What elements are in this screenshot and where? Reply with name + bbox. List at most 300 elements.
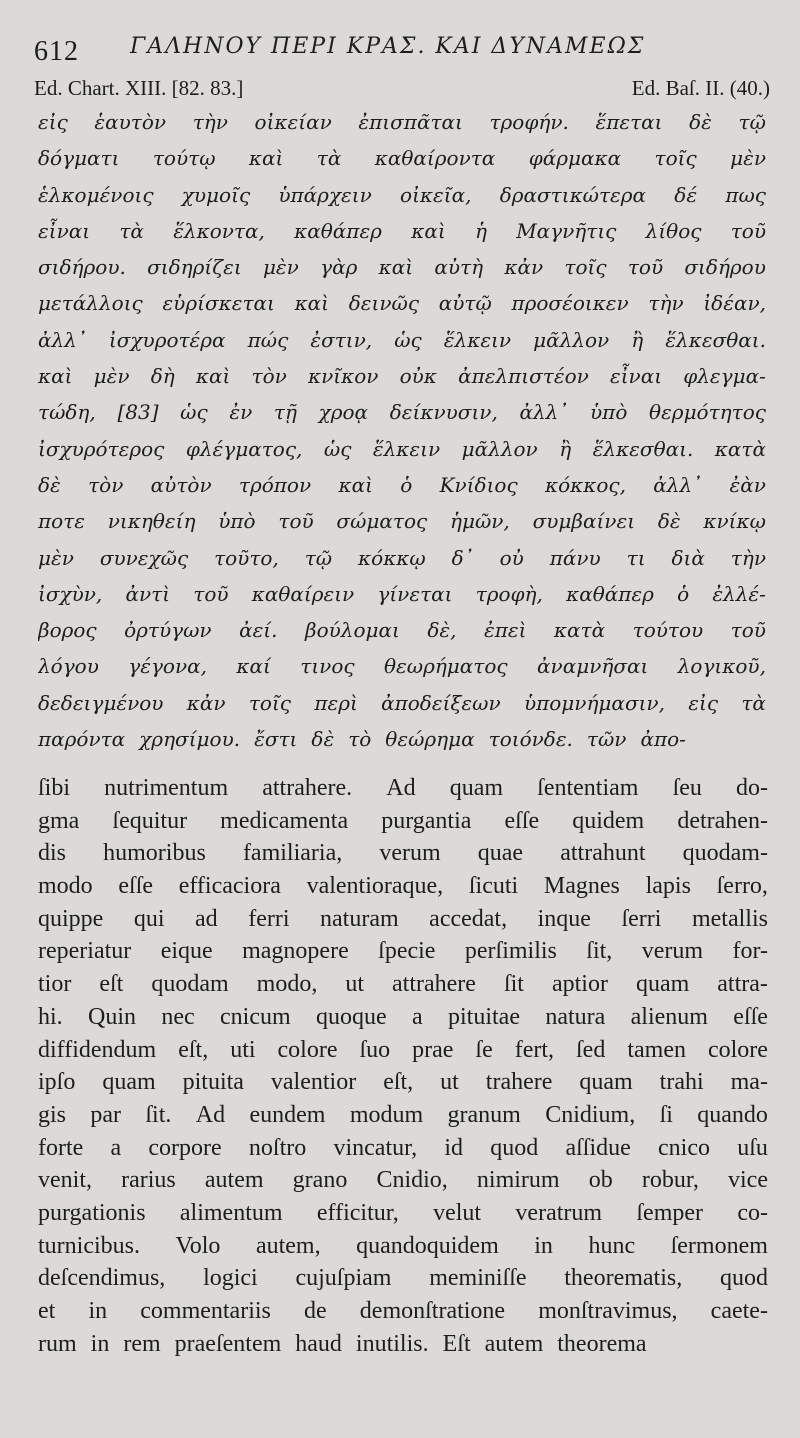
word: attrahunt — [560, 840, 646, 867]
word: quando — [697, 1101, 768, 1128]
word: cnico — [658, 1134, 710, 1161]
word: ſit, — [586, 938, 613, 965]
word: ὁ — [677, 581, 690, 606]
word: quodam- — [682, 840, 768, 867]
word: κνίκῳ — [703, 509, 766, 534]
word: grano — [292, 1167, 348, 1194]
word: ἕλκοντα, — [173, 218, 265, 243]
word: magnopere — [242, 938, 349, 965]
word: nimirum — [476, 1167, 560, 1194]
word: purgantia — [381, 807, 472, 834]
latin-text-line — [38, 1328, 768, 1361]
word: quod — [490, 1134, 539, 1161]
word: modum — [349, 1101, 424, 1128]
word: Volo — [175, 1232, 221, 1259]
greek-text-line — [38, 104, 766, 140]
word: naturam — [320, 905, 399, 932]
word: Cnidium, — [545, 1101, 636, 1128]
word: familiaria, — [242, 840, 343, 867]
word: in — [90, 1330, 110, 1357]
word: συνεχῶς — [99, 545, 189, 570]
word: τοιόνδε. — [488, 727, 573, 752]
word: tamen — [627, 1036, 686, 1063]
word: γὰρ — [320, 255, 358, 280]
word: quod — [719, 1265, 768, 1292]
word: haud — [295, 1330, 342, 1357]
greek-text-line — [38, 540, 766, 576]
word: ἀναμνῆσαι — [537, 654, 649, 679]
word: fert, — [514, 1036, 555, 1063]
greek-text-line — [38, 394, 766, 430]
word: a — [110, 1134, 122, 1161]
word: inque — [537, 905, 591, 932]
word: μᾶλλον — [533, 327, 610, 352]
word: vincatur, — [333, 1134, 418, 1161]
latin-text-line — [38, 1132, 768, 1165]
word: cnicum — [220, 1003, 291, 1030]
word: τοῦ — [278, 509, 314, 534]
word: ſi — [659, 1101, 673, 1128]
word: αὐτὸν — [150, 472, 212, 497]
word: ἡμῶν, — [449, 509, 510, 534]
word: τι — [626, 545, 646, 570]
word: rarius — [121, 1167, 176, 1194]
word: nec — [161, 1003, 195, 1030]
latin-text-line — [38, 968, 768, 1001]
word: humoribus — [103, 840, 206, 867]
word: noſtro — [248, 1134, 307, 1161]
word: καὶ — [38, 364, 73, 389]
word: κατὰ — [553, 618, 606, 643]
word: pituita — [182, 1069, 244, 1096]
word: κόκκος, — [544, 472, 626, 497]
word: ἕλκειν — [372, 436, 441, 461]
word: attrahere. — [262, 775, 353, 801]
word: ἐπεὶ — [483, 618, 527, 643]
word: δὲ, — [427, 618, 457, 643]
latin-text-line — [38, 1230, 768, 1263]
word: ſequitur — [112, 807, 188, 834]
word: οὐκ — [399, 364, 437, 389]
edition-basel-reference: Ed. Baſ. II. (40.) — [631, 76, 770, 100]
greek-text-line — [38, 358, 766, 394]
word: ſermonem — [670, 1232, 768, 1259]
word: ἀπο- — [640, 727, 686, 752]
word: ἕπεται — [595, 110, 663, 134]
edition-references — [34, 76, 770, 106]
word: metallis — [691, 905, 768, 932]
word: τοῦ — [627, 255, 664, 280]
latin-text-block — [38, 772, 768, 1360]
word: δ᾽ — [451, 545, 474, 570]
greek-text-line — [38, 285, 766, 321]
word: ἀλλ᾽ — [519, 400, 569, 425]
word: rem — [123, 1330, 161, 1357]
word: τροφήν. — [489, 110, 569, 134]
word: μὲν — [38, 545, 74, 570]
word: ſemper — [636, 1199, 704, 1226]
word: Κνίδιος — [439, 472, 518, 497]
word: quippe — [38, 905, 104, 932]
word: κατὰ — [714, 436, 766, 461]
word: attra- — [717, 971, 768, 998]
word: εἰς — [688, 690, 719, 715]
word: venit, — [38, 1167, 92, 1194]
word: ſicuti — [468, 873, 519, 900]
word: Eſt — [442, 1330, 471, 1357]
word: quae — [477, 840, 524, 867]
word: inutilis. — [355, 1330, 429, 1357]
greek-text-line — [38, 140, 766, 176]
word: ἐλλέ- — [712, 581, 766, 606]
word: σιδηρίζει — [147, 255, 242, 280]
word: πώς — [247, 327, 289, 352]
greek-text-line — [38, 431, 766, 467]
word: τὴν — [730, 545, 766, 570]
word: vice — [728, 1167, 768, 1194]
word: prae — [412, 1036, 454, 1063]
greek-text-line — [38, 503, 766, 539]
word: δραστικώτερα — [499, 182, 647, 207]
word: cujuſpiam — [295, 1265, 392, 1292]
word: do- — [736, 775, 768, 801]
word: gma — [38, 807, 80, 834]
word: hi. — [38, 1003, 63, 1030]
word: τὸν — [251, 364, 287, 389]
edition-chartier-reference: Ed. Chart. XIII. [82. 83.] — [34, 76, 244, 100]
word: theorema — [557, 1330, 647, 1357]
word: ποτε — [38, 509, 85, 534]
word: ſerri — [621, 905, 662, 932]
word: τὰ — [741, 690, 766, 715]
word: modo, — [256, 971, 318, 998]
word: μᾶλλον — [461, 436, 538, 461]
word: Μαγνῆτις — [516, 218, 617, 243]
word: αὐτῷ — [438, 291, 492, 316]
word: lapis — [645, 873, 691, 900]
word: λογικοῦ, — [677, 654, 766, 679]
word: ἀπελπιστέον — [458, 364, 589, 389]
word: τοῦ — [730, 218, 766, 243]
word: alimentum — [179, 1199, 283, 1226]
word: caete- — [710, 1298, 768, 1324]
word: modo — [38, 873, 93, 900]
word: ἐστιν, — [310, 327, 373, 352]
word: pituitae — [448, 1003, 520, 1030]
word: gis — [38, 1101, 67, 1128]
word: ἀντὶ — [125, 581, 171, 606]
word: ſed — [576, 1036, 606, 1063]
word: βούλομαι — [305, 618, 400, 643]
latin-text-line — [38, 1066, 768, 1099]
greek-text-line — [38, 322, 766, 358]
word: Magnes — [543, 873, 620, 900]
greek-text-line — [38, 648, 766, 684]
word: hunc — [588, 1232, 636, 1259]
word: δὲ — [689, 110, 712, 134]
word: τῷ — [304, 545, 333, 570]
word: ſpecie — [378, 938, 436, 965]
word: eſt, — [383, 1069, 414, 1096]
word: ἐν — [229, 400, 253, 425]
word: καθαίροντα — [374, 146, 496, 171]
word: eique — [160, 938, 213, 965]
greek-text-line — [38, 721, 766, 757]
word: efficitur, — [316, 1199, 399, 1226]
word: παρόντα — [38, 727, 126, 752]
word: dis — [38, 840, 67, 867]
word: detrahen- — [677, 807, 768, 834]
word: δεδειγμένου — [38, 690, 164, 715]
word: quam — [102, 1069, 156, 1096]
word: τινος — [300, 654, 355, 679]
greek-text-line — [38, 612, 766, 648]
greek-text-line — [38, 177, 766, 213]
word: τοῖς — [248, 690, 291, 715]
word: δὲ — [311, 727, 335, 752]
word: μὲν — [262, 255, 299, 280]
word: τοῦτο, — [214, 545, 279, 570]
word: praeſentem — [174, 1330, 282, 1357]
word: τὴν — [648, 291, 684, 316]
word: ἀποδείξεων — [381, 690, 501, 715]
word: quidem — [572, 807, 645, 834]
latin-text-line — [38, 1164, 768, 1197]
word: ἐπισπᾶται — [358, 110, 463, 134]
word: κνῖκον — [307, 364, 379, 389]
word: quam — [579, 1069, 633, 1096]
word: ὑπὸ — [590, 400, 628, 425]
word: ipſo — [38, 1069, 76, 1096]
word: alienum — [630, 1003, 708, 1030]
word: ſit. — [145, 1101, 172, 1128]
word: κἀν — [504, 255, 544, 280]
word: δὴ — [150, 364, 175, 389]
word: ἕλκειν — [443, 327, 512, 352]
word: ὡς — [180, 400, 208, 425]
word: logici — [203, 1265, 258, 1292]
word: ſuo — [359, 1036, 391, 1063]
word: colore — [277, 1036, 338, 1063]
word: τοῖς — [564, 255, 607, 280]
word: accedat, — [429, 905, 508, 932]
word: δὲ — [38, 472, 61, 497]
word: [83] — [117, 400, 159, 425]
running-title: ΓΑΛΗΝΟΥ ΠΕΡΙ ΚΡΑΣ. ΚΑΙ ΔΥΝΑΜΕΩΣ — [130, 34, 646, 59]
word: eſſe — [504, 807, 540, 834]
word: καὶ — [195, 364, 231, 389]
word: trahi — [659, 1069, 704, 1096]
word: ἀλλ᾽ — [653, 472, 703, 497]
word: ἰσχυροτέρα — [108, 327, 226, 352]
word: corpore — [148, 1134, 222, 1161]
word: eſſe — [118, 873, 154, 900]
word: et — [38, 1298, 56, 1324]
word: εἶναι — [38, 218, 91, 243]
word: τρόπον — [238, 472, 312, 497]
latin-text-line — [38, 1034, 768, 1067]
latin-text-line — [38, 903, 768, 936]
word: καὶ — [378, 255, 414, 280]
word: in — [88, 1298, 108, 1324]
word: co- — [737, 1199, 768, 1226]
word: autem — [204, 1167, 264, 1194]
word: κἀν — [186, 690, 226, 715]
word: valentior — [270, 1069, 357, 1096]
word: ὑπομνήμασιν, — [523, 690, 665, 715]
word: ὑπάρχειν — [278, 182, 372, 207]
word: ad — [195, 905, 218, 932]
word: τὸν — [88, 472, 124, 497]
word: φλέγματος, — [185, 436, 303, 461]
word: forte — [38, 1134, 84, 1161]
latin-text-line — [38, 1262, 768, 1295]
word: uti — [230, 1036, 256, 1063]
page-header — [34, 30, 774, 70]
word: ferri — [248, 905, 290, 932]
word: ὡς — [323, 436, 352, 461]
word: τοῦ — [730, 618, 766, 643]
latin-text-line — [38, 1197, 768, 1230]
greek-text-line — [38, 249, 766, 285]
word: τοῦ — [193, 581, 229, 606]
word: theorematis, — [564, 1265, 683, 1292]
word: ob — [588, 1167, 613, 1194]
word: καθάπερ — [566, 581, 654, 606]
word: efficaciora — [178, 873, 281, 900]
word: εὑρίσκεται — [162, 291, 275, 316]
word: σιδήρου — [684, 255, 766, 280]
word: rum — [38, 1330, 77, 1357]
word: βορος — [38, 618, 97, 643]
word: robur, — [641, 1167, 699, 1194]
word: σιδήρου. — [38, 255, 126, 280]
word: commentariis — [140, 1298, 271, 1324]
word: ἐὰν — [729, 472, 766, 497]
word: medicamenta — [220, 807, 349, 834]
word: ἢ — [559, 436, 572, 461]
word: purgationis — [38, 1199, 146, 1226]
word: τὰ — [316, 146, 342, 171]
word: Ad — [386, 775, 416, 801]
word: eſſe — [733, 1003, 768, 1030]
word: aptior — [551, 971, 608, 998]
word: nutrimentum — [104, 775, 229, 801]
word: eſt, — [178, 1036, 209, 1063]
word: φάρμακα — [528, 146, 622, 171]
word: deſcendimus, — [38, 1265, 166, 1292]
word: τροφὴ, — [475, 581, 543, 606]
word: μὲν — [93, 364, 130, 389]
word: autem, — [255, 1232, 321, 1259]
word: σώματος — [336, 509, 428, 534]
word: id — [444, 1134, 464, 1161]
word: Cnidio, — [376, 1167, 448, 1194]
word: ſententiam — [537, 775, 639, 801]
word: καθαίρειν — [251, 581, 355, 606]
word: χρησίμου. — [139, 727, 241, 752]
word: γίνεται — [377, 581, 453, 606]
word: τούτῳ — [152, 146, 216, 171]
word: γέγονα, — [128, 654, 207, 679]
word: tior — [38, 971, 72, 998]
greek-text-line — [38, 213, 766, 249]
word: δέ — [674, 182, 698, 207]
word: εἶναι — [609, 364, 663, 389]
word: λίθος — [645, 218, 702, 243]
word: turnicibus. — [38, 1232, 140, 1259]
word: eſt — [99, 971, 124, 998]
word: τῇ — [273, 400, 297, 425]
word: colore — [707, 1036, 768, 1063]
word: τώδη, — [38, 400, 96, 425]
word: καί — [236, 654, 271, 679]
word: δείκνυσιν, — [389, 400, 498, 425]
word: verum — [379, 840, 441, 867]
word: ὀρτύγων — [124, 618, 212, 643]
latin-text-line — [38, 1001, 768, 1034]
word: ſe — [475, 1036, 493, 1063]
word: καθάπερ — [294, 218, 382, 243]
word: περὶ — [314, 690, 358, 715]
word: πως — [725, 182, 766, 207]
greek-text-line — [38, 467, 766, 503]
word: ἰσχυρότερος — [38, 436, 165, 461]
word: in — [534, 1232, 553, 1259]
word: αὐτὴ — [434, 255, 484, 280]
word: autem — [484, 1330, 544, 1357]
word: ἕλκεσθαι. — [592, 436, 694, 461]
word: for- — [732, 938, 768, 965]
latin-text-line — [38, 1295, 768, 1328]
word: veratrum — [515, 1199, 603, 1226]
word: ἑαυτὸν — [94, 110, 167, 134]
word: νικηθείη — [107, 509, 196, 534]
word: valentioraque, — [306, 873, 444, 900]
word: diffidendum — [38, 1036, 157, 1063]
word: προσέοικεν — [511, 291, 629, 316]
word: καὶ — [294, 291, 330, 316]
word: reperiatur — [38, 938, 132, 965]
word: velut — [433, 1199, 482, 1226]
word: δὲ — [657, 509, 681, 534]
word: διὰ — [671, 545, 705, 570]
word: θεωρήματος — [383, 654, 508, 679]
word: qui — [133, 905, 165, 932]
word: ἰσχὺν, — [38, 581, 103, 606]
greek-text-line — [38, 576, 766, 612]
word: Quin — [88, 1003, 137, 1030]
word: λόγου — [38, 654, 99, 679]
greek-text-line — [38, 685, 766, 721]
word: τῶν — [586, 727, 627, 752]
word: καὶ — [338, 472, 373, 497]
word: quandoquidem — [356, 1232, 499, 1259]
word: ſibi — [38, 775, 71, 801]
word: δεινῶς — [348, 291, 420, 316]
greek-text-block — [38, 104, 766, 757]
word: aſſidue — [565, 1134, 631, 1161]
word: granum — [447, 1101, 521, 1128]
page-number: 612 — [34, 36, 79, 67]
word: eundem — [249, 1101, 326, 1128]
word: συμβαίνει — [532, 509, 636, 534]
word: τὸ — [348, 727, 372, 752]
word: τοῖς — [654, 146, 697, 171]
word: ſeu — [672, 775, 702, 801]
word: τὴν — [192, 110, 228, 134]
word: οἰκείαν — [254, 110, 332, 134]
